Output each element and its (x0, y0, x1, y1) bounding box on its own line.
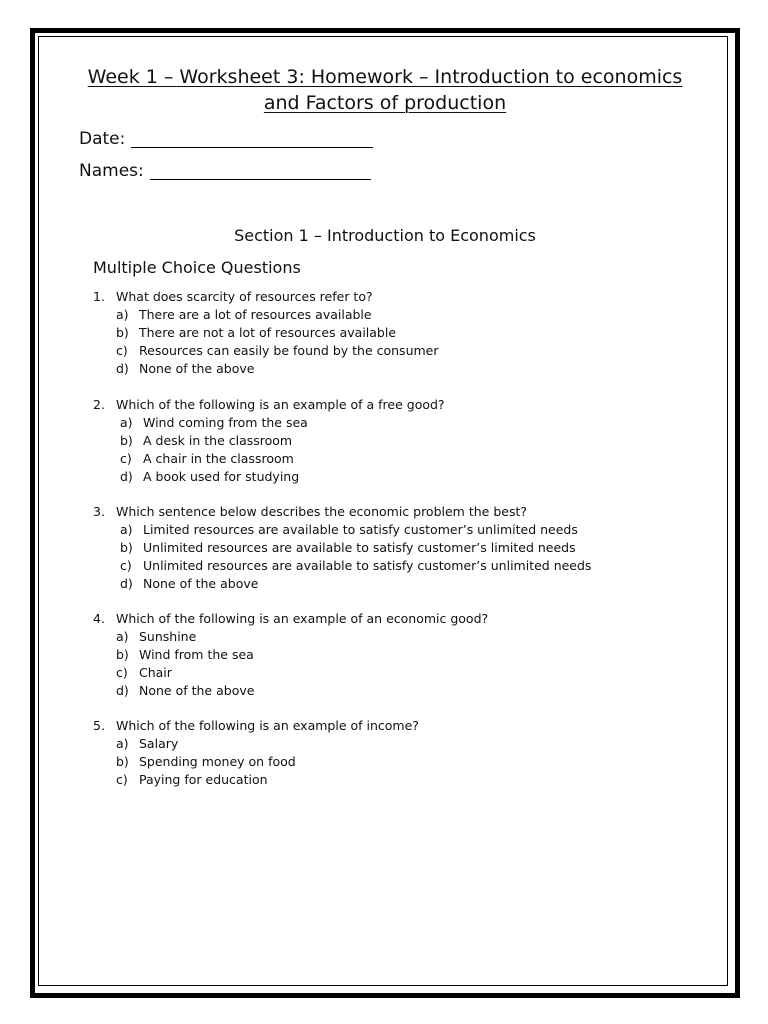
answer-option (116, 664, 488, 682)
question-text: Which of the following is an example of a free good? (116, 397, 445, 412)
answer-option (120, 432, 445, 450)
option-letter: b) (116, 325, 129, 340)
question-4 (93, 610, 488, 700)
option-letter: d) (120, 469, 133, 484)
option-letter: a) (116, 736, 129, 751)
option-text: None of the above (139, 683, 255, 698)
answer-option (116, 735, 419, 753)
question-5 (93, 717, 419, 789)
option-text: A book used for studying (143, 469, 300, 484)
question-number: 5. (93, 718, 105, 733)
option-letter: a) (116, 629, 129, 644)
answer-option (120, 468, 445, 486)
option-text: Unlimited resources are available to satisfy customer’s unlimited needs (143, 558, 592, 573)
answer-option (116, 771, 419, 789)
option-text: A chair in the classroom (143, 451, 294, 466)
option-text: Wind from the sea (139, 647, 254, 662)
answer-option (120, 557, 591, 575)
question-text: What does scarcity of resources refer to? (116, 289, 373, 304)
option-letter: b) (120, 540, 133, 555)
date-blank-line[interactable] (131, 146, 373, 148)
option-letter: c) (116, 665, 128, 680)
worksheet-title (60, 64, 710, 116)
option-text: There are not a lot of resources available (139, 325, 397, 340)
answer-option (120, 539, 591, 557)
answer-option (116, 753, 419, 771)
question-number: 2. (93, 397, 105, 412)
names-blank-line[interactable] (150, 178, 371, 180)
option-text: None of the above (139, 361, 255, 376)
answer-option (116, 628, 488, 646)
answer-option (120, 414, 445, 432)
option-letter: b) (120, 433, 133, 448)
option-text: None of the above (143, 576, 259, 591)
date-field (79, 128, 373, 150)
option-letter: b) (116, 754, 129, 769)
option-text: Chair (139, 665, 172, 680)
answer-option (120, 521, 591, 539)
answer-option (116, 324, 439, 342)
title-line-1: Week 1 – Worksheet 3: Homework – Introduction to economics (87, 66, 683, 88)
question-number: 4. (93, 611, 105, 626)
answer-option (116, 646, 488, 664)
title-line-2: and Factors of production (263, 92, 507, 114)
option-text: A desk in the classroom (143, 433, 293, 448)
option-text: Paying for education (139, 772, 268, 787)
option-text: Sunshine (139, 629, 197, 644)
question-text: Which of the following is an example of an economic good? (116, 611, 489, 626)
option-letter: c) (120, 558, 132, 573)
option-text: There are a lot of resources available (139, 307, 372, 322)
question-text: Which sentence below describes the economic problem the best? (116, 504, 527, 519)
section-subheading: Multiple Choice Questions (93, 258, 301, 277)
question-2 (93, 396, 445, 486)
option-letter: b) (116, 647, 129, 662)
option-letter: c) (116, 772, 128, 787)
date-label: Date: (79, 129, 126, 149)
option-text: Spending money on food (139, 754, 296, 769)
answer-option (120, 575, 591, 593)
answer-option (116, 342, 439, 360)
option-letter: a) (116, 307, 129, 322)
answer-option (120, 450, 445, 468)
question-number: 3. (93, 504, 105, 519)
names-field (79, 160, 371, 182)
question-text: Which of the following is an example of income? (116, 718, 419, 733)
question-number: 1. (93, 289, 105, 304)
option-text: Limited resources are available to satisfy customer’s unlimited needs (143, 522, 578, 537)
option-letter: c) (116, 343, 128, 358)
option-letter: a) (120, 415, 133, 430)
names-label: Names: (79, 161, 144, 181)
option-text: Resources can easily be found by the consumer (139, 343, 439, 358)
option-text: Unlimited resources are available to satisfy customer’s limited needs (143, 540, 576, 555)
question-1 (93, 288, 439, 378)
section-heading: Section 1 – Introduction to Economics (234, 226, 536, 245)
option-letter: d) (116, 683, 129, 698)
answer-option (116, 306, 439, 324)
question-3 (93, 503, 591, 593)
option-letter: d) (116, 361, 129, 376)
answer-option (116, 360, 439, 378)
option-letter: d) (120, 576, 133, 591)
option-text: Wind coming from the sea (143, 415, 308, 430)
option-text: Salary (139, 736, 179, 751)
option-letter: c) (120, 451, 132, 466)
option-letter: a) (120, 522, 133, 537)
answer-option (116, 682, 488, 700)
